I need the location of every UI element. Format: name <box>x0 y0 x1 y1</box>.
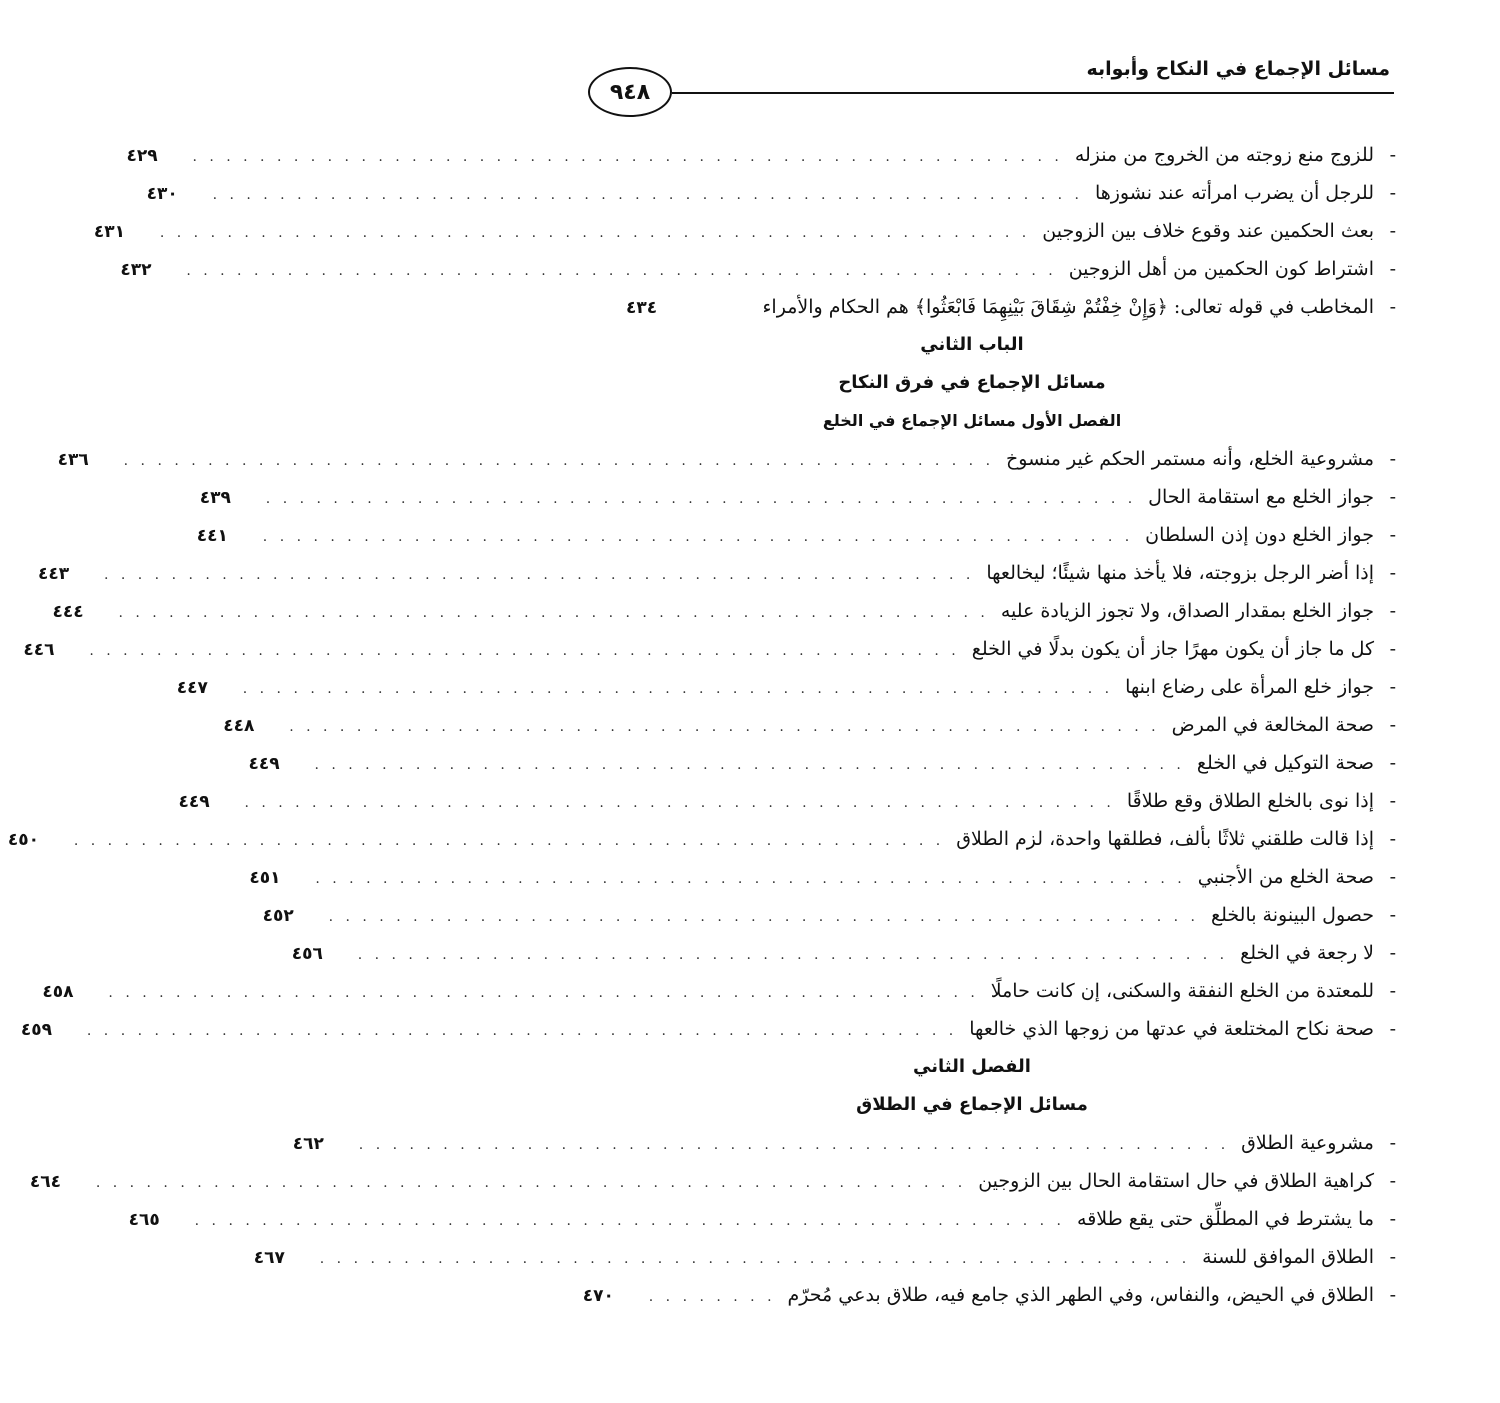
toc-page-number: ٤٣١ <box>93 222 126 242</box>
toc-entry[interactable] <box>29 1162 1396 1200</box>
toc-page-number: ٤٤٧ <box>176 678 208 698</box>
toc-entry-title: ما يشترط في المطلِّق حتى يقع طلاقه <box>1077 1208 1374 1230</box>
toc-leader-dots: . . . . . . . . . . . . . . . . . . . . . . . . . . . . . . . . . . . . . . . . . . . . . . . . . . . . <box>118 605 989 621</box>
toc-leader-dots: . . . . . . . . <box>648 1289 776 1305</box>
toc-bullet: - <box>1389 1132 1396 1154</box>
toc-page-number: ٤٦٤ <box>29 1172 61 1192</box>
toc-entry[interactable] <box>20 1010 1396 1048</box>
toc-entry[interactable] <box>176 668 1396 706</box>
toc-leader-dots: . . . . . . . . . . . . . . . . . . . . . . . . . . . . . . . . . . . . . . . . . . . . . . . . . . . . <box>123 453 995 469</box>
toc-bullet: - <box>1389 638 1396 660</box>
toc-entry-title: للمعتدة من الخلع النفقة والسكنى، إن كانت حاملًا <box>990 980 1374 1002</box>
toc-leader-dots: . . . . . . . . . . . . . . . . . . . . . . . . . . . . . . . . . . . . . . . . . . . . . . . . . . . . <box>159 225 1031 241</box>
toc-entry-title: إذا نوى بالخلع الطلاق وقع طلاقًا <box>1126 790 1374 812</box>
header-divider <box>672 92 1394 94</box>
toc-page-number: ٤٣٤ <box>626 298 658 318</box>
toc-entry-title: صحة المخالعة في المرض <box>1171 714 1374 736</box>
toc-leader-dots: . . . . . . . . . . . . . . . . . . . . . . . . . . . . . . . . . . . . . . . . . . . . . . . . . . . . <box>242 681 1114 697</box>
toc-entry-title: صحة التوكيل في الخلع <box>1196 752 1374 774</box>
toc-bullet: - <box>1389 1170 1396 1192</box>
toc-leader-dots: . . . . . . . . . . . . . . . . . . . . . . . . . . . . . . . . . . . . . . . . . . . . . . . . . . . . <box>86 1023 958 1039</box>
toc-leader-dots: . . . . . . . . . . . . . . . . . . . . . . . . . . . . . . . . . . . . . . . . . . . . . . . . . . . . <box>186 263 1057 279</box>
toc-bullet: - <box>1389 828 1396 850</box>
toc-leader-dots: . . . . . . . . . . . . . . . . . . . . . . . . . . . . . . . . . . . . . . . . . . . . . . . . . . . . <box>314 757 1185 773</box>
toc-entry[interactable] <box>120 250 1396 288</box>
toc-entry[interactable] <box>223 706 1396 744</box>
toc-leader-dots: . . . . . . . . . . . . . . . . . . . . . . . . . . . . . . . . . . . . . . . . . . . . . . . . . . . . <box>103 567 975 583</box>
toc-entry-title: حصول البينونة بالخلع <box>1210 904 1374 926</box>
toc-bullet: - <box>1389 1018 1396 1040</box>
toc-page-number: ٤٤٣ <box>37 564 70 584</box>
toc-bullet: - <box>1389 296 1396 318</box>
toc-entry[interactable] <box>37 554 1396 592</box>
toc-entry-title: مشروعية الخلع، وأنه مستمر الحكم غير منسوخ <box>1006 448 1374 470</box>
toc-entry[interactable] <box>248 744 1396 782</box>
toc-entry-title: صحة نكاح المختلعة في عدتها من زوجها الذي خالعها <box>969 1018 1374 1040</box>
toc-page-number: ٤٦٢ <box>292 1134 324 1154</box>
toc-entry-title: جواز الخلع دون إذن السلطان <box>1145 524 1374 546</box>
toc-page-number: ٤٥٢ <box>262 906 294 926</box>
toc-entry[interactable] <box>52 592 1396 630</box>
toc-page-number: ٤٦٧ <box>253 1248 285 1268</box>
toc-bullet: - <box>1389 220 1396 242</box>
toc-leader-dots: . . . . . . . . . . . . . . . . . . . . . . . . . . . . . . . . . . . . . . . . . . . . . . . . . . . . <box>89 643 960 659</box>
toc-page-number: ٤٣٦ <box>57 450 89 470</box>
toc-page-number: ٤٤٩ <box>178 792 210 812</box>
chapter-label: الباب الثاني <box>920 334 1024 355</box>
toc-bullet: - <box>1389 1208 1396 1230</box>
page-number: ٩٤٨ <box>588 67 672 117</box>
toc-leader-dots: . . . . . . . . . . . . . . . . . . . . . . . . . . . . . . . . . . . . . . . . . . . . . . . . . . . . <box>73 833 945 849</box>
toc-page-number: ٤٤٩ <box>248 754 280 774</box>
toc-bullet: - <box>1389 676 1396 698</box>
toc-bullet: - <box>1389 1284 1396 1306</box>
toc-bullet: - <box>1389 1246 1396 1268</box>
toc-page-number: ٤٤١ <box>196 526 228 546</box>
toc-page-number: ٤٥٠ <box>7 830 39 850</box>
toc-entry-title: كل ما جاز أن يكون مهرًا جاز أن يكون بدلًا في الخلع <box>971 638 1374 660</box>
toc-entry[interactable] <box>249 858 1396 896</box>
toc-entry[interactable] <box>23 630 1396 668</box>
toc-bullet: - <box>1389 942 1396 964</box>
toc-page-number: ٤٣٠ <box>146 184 178 204</box>
toc-page-number: ٤٥١ <box>249 868 281 888</box>
toc-entry-title: جواز خلع المرأة على رضاع ابنها <box>1125 676 1374 698</box>
toc-entry-title: الطلاق في الحيض، والنفاس، وفي الطهر الذي جامع فيه، طلاق بدعي مُحرّم <box>787 1284 1374 1306</box>
toc-entry-title: إذا قالت طلقني ثلاثًا بألف، فطلقها واحدة، لزم الطلاق <box>956 828 1374 850</box>
toc-bullet: - <box>1389 258 1396 280</box>
toc-page-number: ٤٤٤ <box>52 602 84 622</box>
toc-leader-dots: . . . . . . . . . . . . . . . . . . . . . . . . . . . . . . . . . . . . . . . . . . . . . . . . . . . . <box>319 1251 1191 1267</box>
toc-page-number: ٤٥٨ <box>42 982 74 1002</box>
toc-page-number: ٤٣٩ <box>199 488 231 508</box>
toc-entry-title: للرجل أن يضرب امرأته عند نشوزها <box>1094 182 1374 204</box>
toc-page-number: ٤٧٠ <box>582 1286 614 1306</box>
toc-entry[interactable] <box>126 136 1396 174</box>
chapter-title: مسائل الإجماع في فرق النكاح <box>838 372 1106 393</box>
running-header-title: مسائل الإجماع في النكاح وأبوابه <box>1086 58 1390 80</box>
toc-page-number: ٤٥٩ <box>20 1020 53 1040</box>
toc-entry-title: مشروعية الطلاق <box>1241 1132 1374 1154</box>
toc-entry-title: للزوج منع زوجته من الخروج من منزله <box>1074 144 1374 166</box>
toc-entry[interactable] <box>178 782 1396 820</box>
toc-entry[interactable] <box>93 212 1396 250</box>
toc-bullet: - <box>1389 980 1396 1002</box>
toc-entry-title: جواز الخلع بمقدار الصداق، ولا تجوز الزيادة عليه <box>1000 600 1374 622</box>
toc-bullet: - <box>1389 486 1396 508</box>
toc-entry[interactable] <box>42 972 1396 1010</box>
toc-entry-title: الطلاق الموافق للسنة <box>1202 1246 1374 1268</box>
toc-leader-dots: . . . . . . . . . . . . . . . . . . . . . . . . . . . . . . . . . . . . . . . . . . . . . . . . . . . . <box>108 985 979 1001</box>
toc-leader-dots: . . . . . . . . . . . . . . . . . . . . . . . . . . . . . . . . . . . . . . . . . . . . . . . . . . . . <box>192 149 1063 165</box>
toc-entry[interactable] <box>262 896 1396 934</box>
toc-entry[interactable] <box>128 1200 1396 1238</box>
toc-entry[interactable] <box>582 1276 1396 1314</box>
toc-leader-dots: . . . . . . . . . . . . . . . . . . . . . . . . . . . . . . . . . . . . . . . . . . . . . . . . . . . . <box>244 795 1115 811</box>
toc-entry[interactable] <box>199 478 1396 516</box>
toc-entry[interactable] <box>253 1238 1396 1276</box>
toc-leader-dots: . . . . . . . . . . . . . . . . . . . . . . . . . . . . . . . . . . . . . . . . . . . . . . . . . . . . <box>328 909 1199 925</box>
toc-leader-dots: . . . . . . . . . . . . . . . . . . . . . . . . . . . . . . . . . . . . . . . . . . . . . . . . . . . . <box>357 947 1229 963</box>
toc-page-number: ٤٤٦ <box>23 640 55 660</box>
toc-page-number: ٤٢٩ <box>126 146 158 166</box>
toc-entry-title: صحة الخلع من الأجنبي <box>1197 866 1374 888</box>
toc-entry-title: جواز الخلع مع استقامة الحال <box>1148 486 1374 508</box>
toc-entry[interactable] <box>146 174 1396 212</box>
toc-bullet: - <box>1389 182 1396 204</box>
toc-bullet: - <box>1389 904 1396 926</box>
toc-leader-dots: . . . . . . . . . . . . . . . . . . . . . . . . . . . . . . . . . . . . . . . . . . . . . . . . . . . . <box>95 1175 967 1191</box>
toc-entry-title: بعث الحكمين عند وقوع خلاف بين الزوجين <box>1042 220 1374 242</box>
toc-entry[interactable] <box>196 516 1396 554</box>
toc-entry-title: اشتراط كون الحكمين من أهل الزوجين <box>1068 258 1374 280</box>
toc-entry[interactable] <box>57 440 1396 478</box>
toc-bullet: - <box>1389 752 1396 774</box>
toc-entry-title: إذا أضر الرجل بزوجته، فلا يأخذ منها شيئًا؛ ليخالعها <box>986 562 1374 584</box>
toc-page-number: ٤٥٦ <box>291 944 323 964</box>
toc-leader-dots: . . . . . . . . . . . . . . . . . . . . . . . . . . . . . . . . . . . . . . . . . . . . . . . . . . . . <box>358 1137 1230 1153</box>
toc-entry[interactable] <box>291 934 1396 972</box>
toc-bullet: - <box>1389 600 1396 622</box>
toc-bullet: - <box>1389 714 1396 736</box>
toc-bullet: - <box>1389 866 1396 888</box>
toc-bullet: - <box>1389 144 1396 166</box>
toc-leader-dots: . . . . . . . . . . . . . . . . . . . . . . . . . . . . . . . . . . . . . . . . . . . . . . . . . . . . <box>212 187 1083 203</box>
toc-page-number: ٤٣٢ <box>120 260 152 280</box>
section-label: الفصل الثاني <box>913 1056 1031 1077</box>
toc-entry[interactable] <box>7 820 1396 858</box>
section-heading-khul: الفصل الأول مسائل الإجماع في الخلع <box>822 411 1122 430</box>
toc-entry-title: لا رجعة في الخلع <box>1240 942 1374 964</box>
toc-leader-dots: . . . . . . . . . . . . . . . . . . . . . . . . . . . . . . . . . . . . . . . . . . . . . . . . . . . . <box>315 871 1186 887</box>
toc-entry[interactable] <box>292 1124 1396 1162</box>
table-of-contents <box>7 136 1396 1314</box>
toc-leader-dots: . . . . . . . . . . . . . . . . . . . . . . . . . . . . . . . . . . . . . . . . . . . . . . . . . . . . <box>289 719 1160 735</box>
toc-page-number: ٤٦٥ <box>128 1210 160 1230</box>
toc-leader-dots: . . . . . . . . . . . . . . . . . . . . . . . . . . . . . . . . . . . . . . . . . . . . . . . . . . . . <box>262 529 1134 545</box>
toc-entry-title: كراهية الطلاق في حال استقامة الحال بين الزوجين <box>978 1170 1374 1192</box>
page-header <box>588 52 1394 105</box>
toc-bullet: - <box>1389 448 1396 470</box>
section-heading-talaq: مسائل الإجماع في الطلاق <box>856 1094 1088 1115</box>
toc-entry-title: المخاطب في قوله تعالى: ﴿وَإِنْ خِفْتُمْ شِقَاقَ بَيْنِهِمَا فَابْعَثُوا﴾ هم الحكام والأمراء <box>762 296 1374 318</box>
toc-page-number: ٤٤٨ <box>223 716 255 736</box>
toc-entry[interactable] <box>618 288 1396 326</box>
toc-leader-dots: . . . . . . . . . . . . . . . . . . . . . . . . . . . . . . . . . . . . . . . . . . . . . . . . . . . . <box>265 491 1137 507</box>
toc-bullet: - <box>1389 790 1396 812</box>
toc-leader-dots: . . . . . . . . . . . . . . . . . . . . . . . . . . . . . . . . . . . . . . . . . . . . . . . . . . . . <box>194 1213 1066 1229</box>
toc-bullet: - <box>1389 524 1396 546</box>
toc-bullet: - <box>1389 562 1396 584</box>
